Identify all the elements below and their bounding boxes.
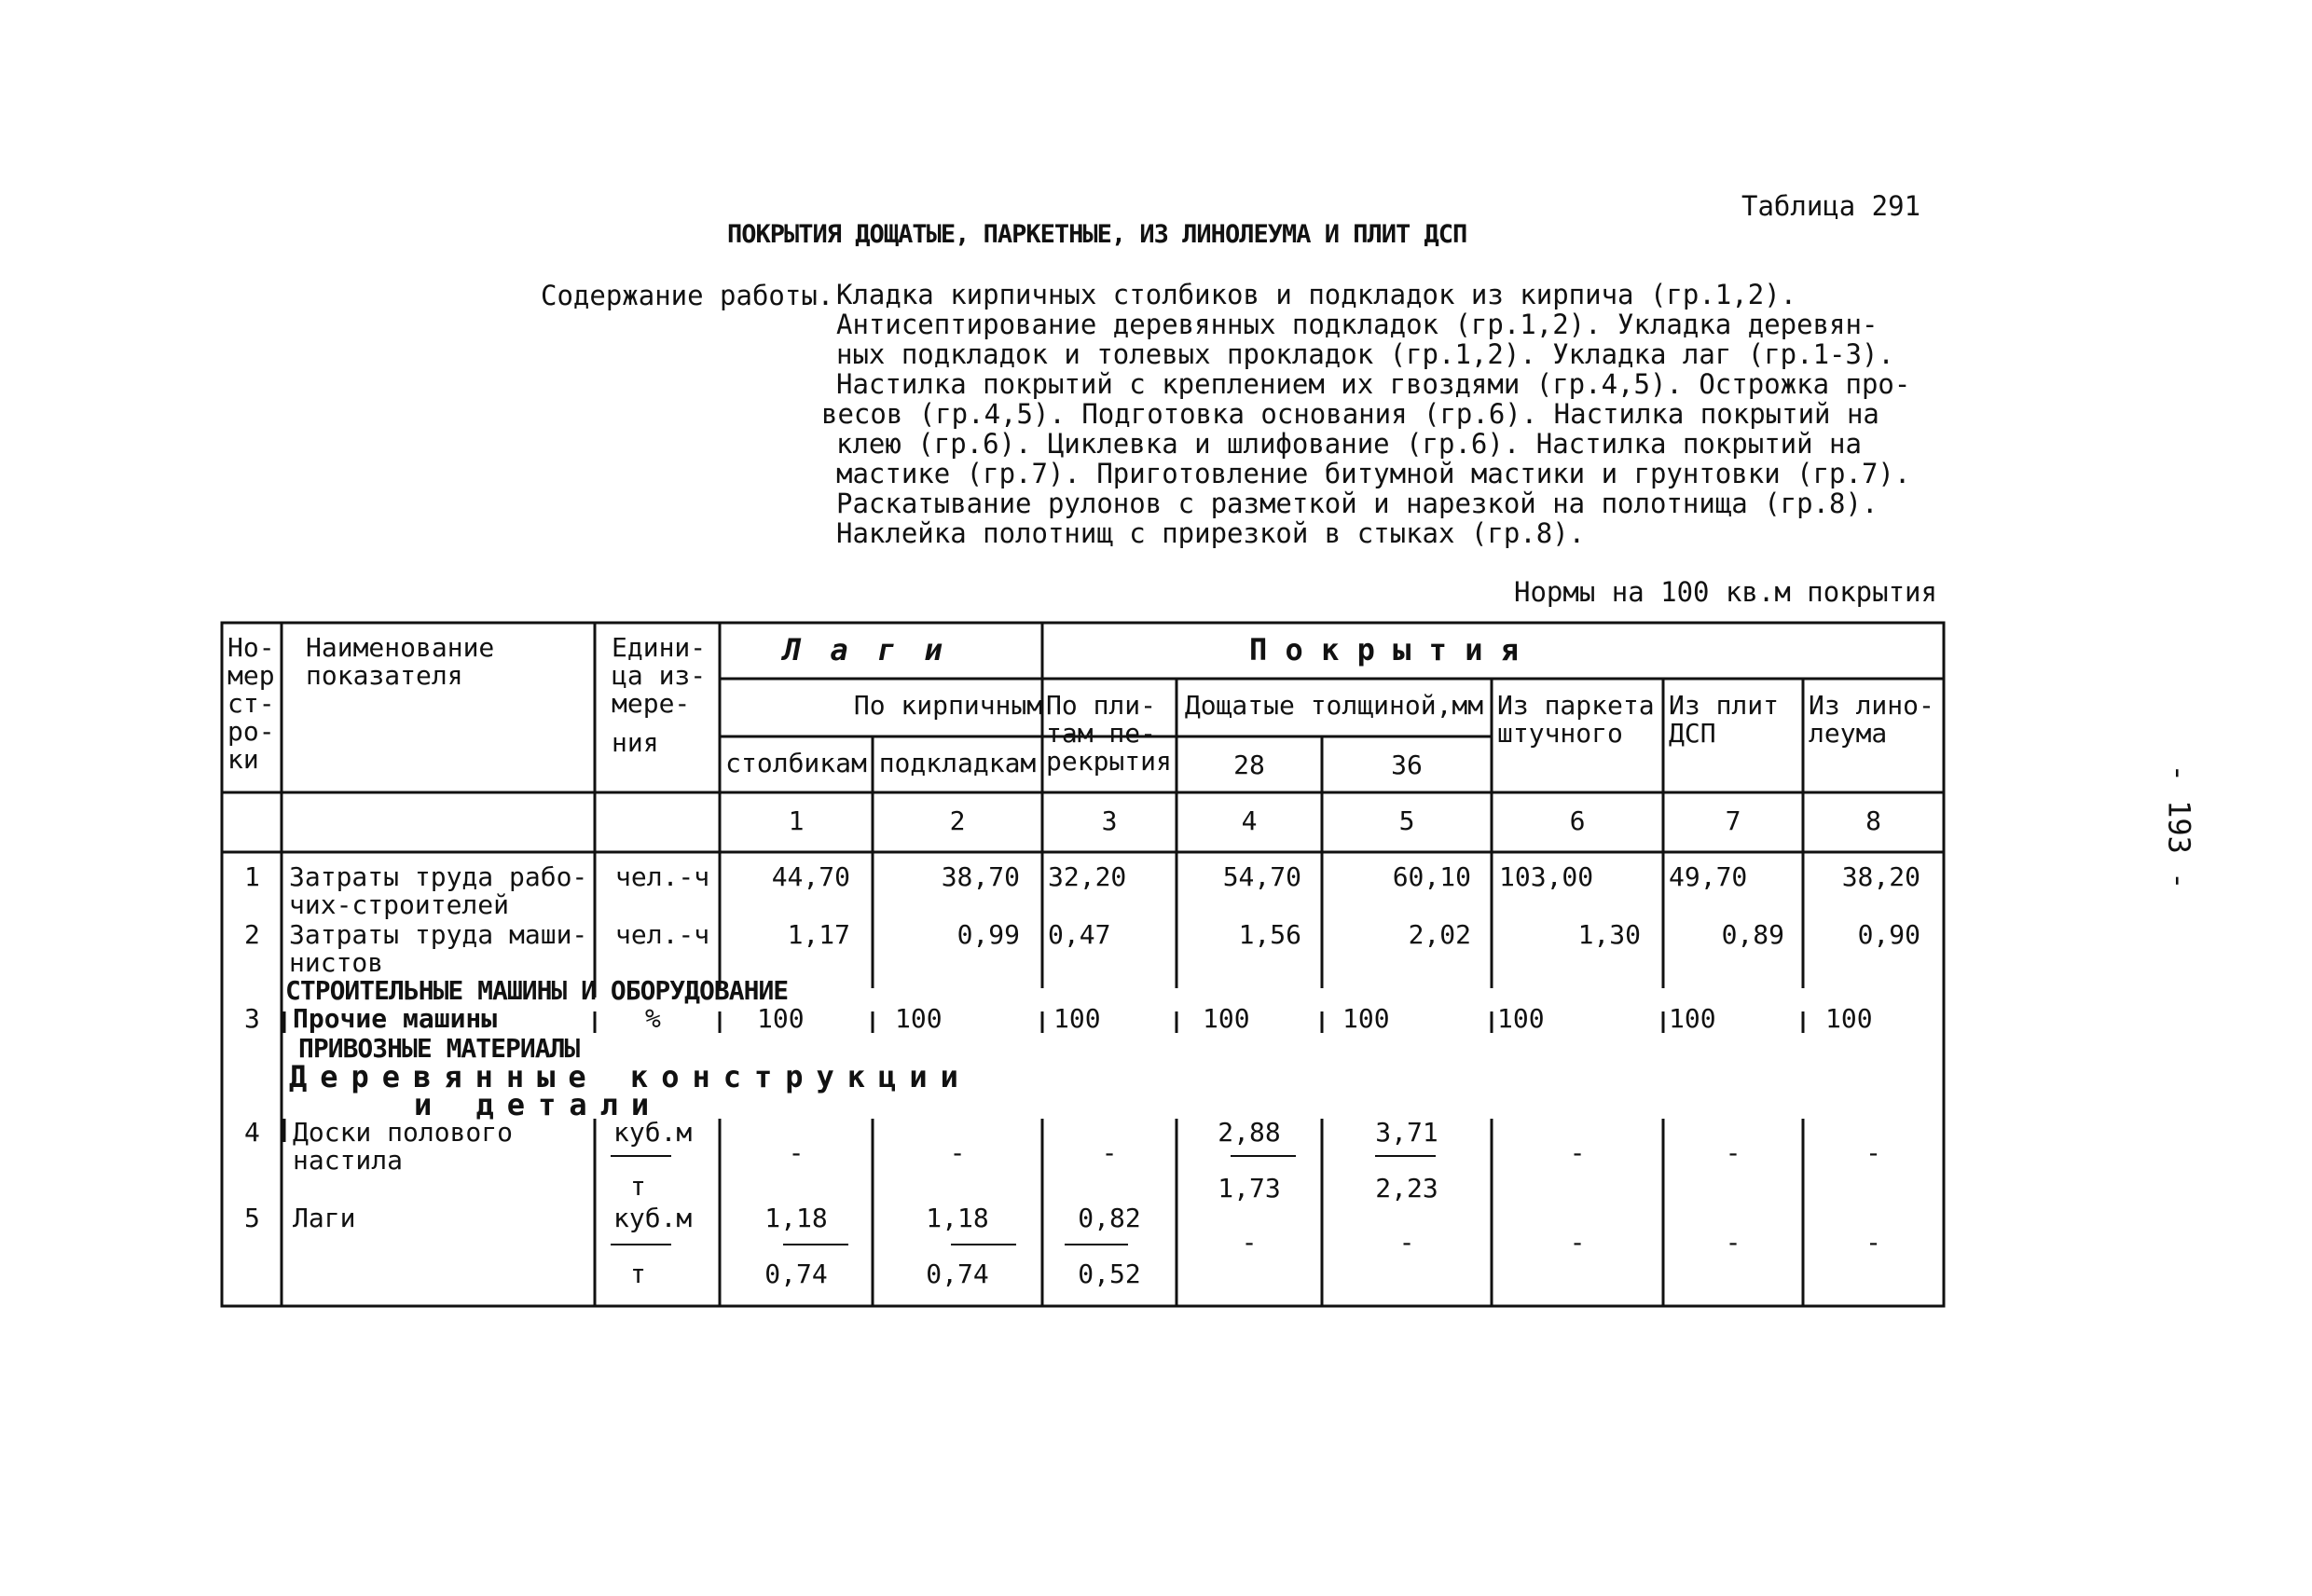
- row-2-value: 0,47: [1048, 919, 1111, 950]
- header-line: мер: [227, 660, 275, 691]
- row-2-name: [289, 921, 587, 977]
- row-1-value: 103,00: [1499, 861, 1594, 892]
- section-materials: ПРИВОЗНЫЕ МАТЕРИАЛЫ: [298, 1033, 580, 1064]
- header-parket: [1497, 692, 1655, 748]
- name-line: Затраты труда рабо-: [289, 861, 588, 892]
- row-5-value: 1,18: [926, 1203, 989, 1233]
- row-5-unit-bottom: т: [630, 1259, 646, 1289]
- work-content-label: Содержание работы.: [541, 280, 834, 311]
- row-3-value: 100: [895, 1003, 943, 1034]
- column-number: 6: [1569, 805, 1586, 836]
- work-line: весов (гр.4,5). Подготовка основания (гр.6). Настилка покрытий на: [821, 398, 1879, 430]
- row-5-value-bottom: 0,74: [926, 1259, 989, 1289]
- row-1-value: 44,70: [771, 861, 850, 892]
- row-2-value: 0,89: [1721, 919, 1784, 950]
- table-caption: Таблица 291: [1741, 190, 1921, 222]
- header-line: ки: [227, 744, 259, 775]
- header-line: Из лино-: [1809, 690, 1934, 721]
- row-3-value: 100: [1053, 1003, 1101, 1034]
- work-line: клею (гр.6). Циклевка и шлифование (гр.6). Настилка покрытий на: [836, 428, 1862, 460]
- header-line: Из паркета: [1497, 690, 1655, 721]
- row-5-value: -: [1725, 1227, 1741, 1258]
- header-lagi: Л а г и: [783, 632, 948, 667]
- row-1-value: 38,20: [1841, 861, 1920, 892]
- column-number: 2: [949, 805, 966, 836]
- row-2-unit: чел.-ч: [615, 919, 710, 950]
- norms-note: Нормы на 100 кв.м покрытия: [1514, 576, 1937, 608]
- header-thickness-36: 36: [1391, 750, 1423, 780]
- row-1-value: 60,10: [1392, 861, 1471, 892]
- work-line: Антисептирование деревянных подкладок (гр.1,2). Укладка деревян-: [836, 309, 1878, 340]
- name-line: настила: [293, 1145, 404, 1176]
- header-podkladkam: подкладкам: [878, 748, 1037, 778]
- header-pokrytiya: П о к р ы т и я: [1249, 632, 1519, 667]
- row-5-name: Лаги: [293, 1203, 356, 1233]
- row-4-value: 3,71: [1375, 1117, 1438, 1148]
- name-line: нистов: [289, 947, 384, 978]
- header-po-kirpichnym: По кирпичным: [853, 690, 1043, 721]
- row-2-value: 1,56: [1238, 919, 1301, 950]
- row-5-value-bottom: 0,52: [1078, 1259, 1141, 1289]
- row-1-name: [289, 863, 587, 919]
- row-4-value-bottom: 2,23: [1375, 1173, 1438, 1204]
- row-3-unit: %: [645, 1003, 661, 1034]
- row-2-value: 0,90: [1857, 919, 1920, 950]
- header-linoleum: [1809, 692, 1934, 748]
- column-number: 3: [1101, 805, 1118, 836]
- header-line: ния: [612, 727, 659, 758]
- row-1-value: 38,70: [941, 861, 1020, 892]
- work-line: Наклейка полотнищ с прирезкой в стыках (гр.8).: [836, 517, 1586, 549]
- header-line: Из плит: [1669, 690, 1780, 721]
- name-line: Доски полового: [293, 1117, 514, 1148]
- header-line: Наименование: [306, 632, 495, 663]
- row-4-value: -: [1101, 1137, 1118, 1168]
- row-4-value: -: [788, 1137, 805, 1168]
- row-2-value: 1,30: [1577, 919, 1641, 950]
- header-thickness-28: 28: [1233, 750, 1265, 780]
- header-line: показателя: [306, 660, 463, 691]
- row-2-value: 2,02: [1408, 919, 1471, 950]
- header-stolbikam: столбикам: [725, 748, 867, 778]
- work-line: мастике (гр.7). Приготовление битумной мастики и грунтовки (гр.7).: [836, 458, 1911, 489]
- row-4-unit-bottom: т: [630, 1171, 646, 1202]
- section-wood-line-1: Деревянные конструкции: [289, 1059, 971, 1094]
- row-2-value: 0,99: [956, 919, 1020, 950]
- header-row-number: [227, 634, 275, 774]
- header-line: ро-: [227, 716, 275, 747]
- row-3-number: 3: [244, 1003, 260, 1034]
- row-1-unit: чел.-ч: [615, 861, 710, 892]
- column-number: 8: [1865, 805, 1881, 836]
- row-5-value: -: [1865, 1227, 1881, 1258]
- row-1-value: 49,70: [1669, 861, 1748, 892]
- header-line: рекрытия: [1046, 746, 1172, 777]
- row-5-value: -: [1241, 1227, 1258, 1258]
- row-3-name: Прочие машины: [293, 1003, 498, 1034]
- header-line: леума: [1809, 718, 1888, 749]
- page-number: - 193 -: [2161, 764, 2197, 890]
- document-title: ПОКРЫТИЯ ДОЩАТЫЕ, ПАРКЕТНЫЕ, ИЗ ЛИНОЛЕУМА И ПЛИТ ДСП: [727, 220, 1467, 249]
- row-5-value: 0,82: [1078, 1203, 1141, 1233]
- column-number: 1: [788, 805, 805, 836]
- header-indicator-name: [306, 634, 494, 690]
- work-line: Настилка покрытий с креплением их гвоздями (гр.4,5). Острожка про-: [836, 368, 1911, 400]
- row-3-value: 100: [757, 1003, 805, 1034]
- header-line: там пе-: [1046, 718, 1157, 749]
- row-4-value: -: [1725, 1137, 1741, 1168]
- header-line: Едини-: [612, 632, 707, 663]
- row-5-number: 5: [244, 1203, 260, 1233]
- row-5-value-bottom: 0,74: [764, 1259, 828, 1289]
- column-number: 5: [1398, 805, 1415, 836]
- name-line: чих-строителей: [289, 889, 510, 920]
- row-5-unit-top: куб.м: [613, 1203, 693, 1233]
- row-4-value-bottom: 1,73: [1218, 1173, 1281, 1204]
- header-dsp: [1669, 692, 1779, 748]
- row-1-value: 54,70: [1222, 861, 1301, 892]
- row-3-value: 100: [1669, 1003, 1716, 1034]
- header-line: Но-: [227, 632, 275, 663]
- row-2-number: 2: [244, 919, 260, 950]
- row-4-number: 4: [244, 1117, 260, 1148]
- row-2-value: 1,17: [787, 919, 850, 950]
- row-4-value: -: [1569, 1137, 1586, 1168]
- row-5-value: 1,18: [764, 1203, 828, 1233]
- header-po-plitam: [1046, 692, 1172, 776]
- section-machines: СТРОИТЕЛЬНЫЕ МАШИНЫ И ОБОРУДОВАНИЕ: [285, 975, 789, 1006]
- header-line: ДСП: [1669, 718, 1716, 749]
- row-3-value: 100: [1497, 1003, 1545, 1034]
- row-5-value: -: [1569, 1227, 1586, 1258]
- header-line: ца из-: [612, 660, 707, 691]
- name-line: Затраты труда маши-: [289, 919, 588, 950]
- row-1-number: 1: [244, 861, 260, 892]
- row-3-value: 100: [1825, 1003, 1873, 1034]
- column-number: 4: [1241, 805, 1258, 836]
- header-line: ст-: [227, 688, 275, 719]
- header-unit: [612, 634, 706, 757]
- work-line: Раскатывание рулонов с разметкой и нарезкой на полотнища (гр.8).: [836, 488, 1878, 519]
- header-doshchatye: Дощатые толщиной,мм: [1184, 690, 1484, 721]
- section-wood-line-2: и детали: [414, 1087, 663, 1122]
- column-number: 7: [1725, 805, 1741, 836]
- header-line: мере-: [612, 688, 691, 719]
- header-line: штучного: [1497, 718, 1623, 749]
- header-line: По пли-: [1046, 690, 1157, 721]
- row-1-value: 32,20: [1048, 861, 1127, 892]
- row-4-value: 2,88: [1218, 1117, 1281, 1148]
- work-line: ных подкладок и толевых прокладок (гр.1,2). Укладка лаг (гр.1-3).: [836, 338, 1894, 370]
- row-4-unit-top: куб.м: [613, 1117, 693, 1148]
- row-5-value: -: [1398, 1227, 1415, 1258]
- row-3-value: 100: [1203, 1003, 1250, 1034]
- row-4-value: -: [949, 1137, 966, 1168]
- row-4-value: -: [1865, 1137, 1881, 1168]
- work-line: Кладка кирпичных столбиков и подкладок из кирпича (гр.1,2).: [836, 279, 1797, 310]
- row-3-value: 100: [1342, 1003, 1390, 1034]
- row-4-name: [293, 1119, 513, 1175]
